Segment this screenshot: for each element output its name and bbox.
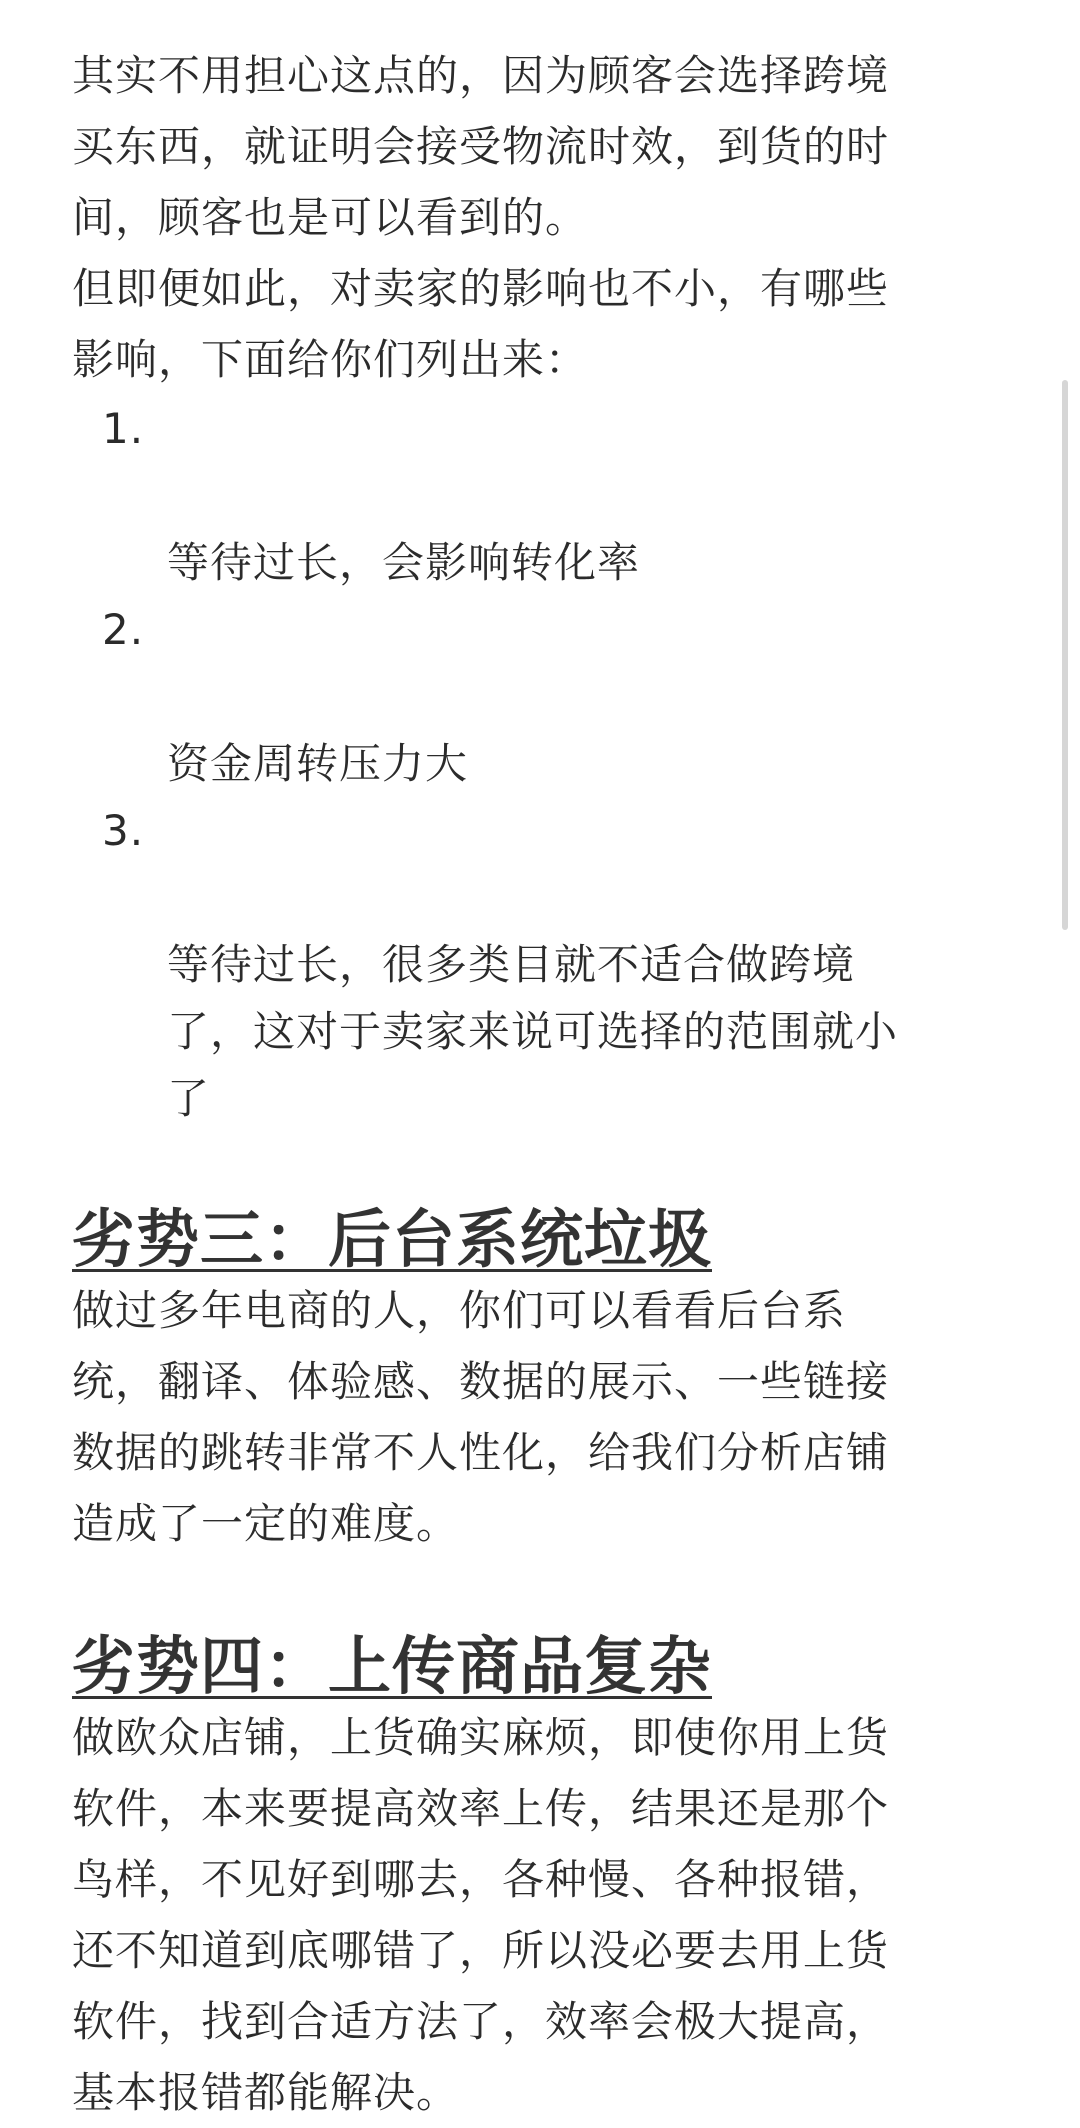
impact-list — [72, 395, 992, 1132]
list-item-text: 等待过长，会影响转化率 — [167, 538, 641, 587]
list-item — [72, 395, 992, 596]
spacer — [72, 1559, 992, 1631]
spacer — [72, 1132, 992, 1204]
section-heading-3: 劣势三：后台系统垃圾 — [72, 1203, 712, 1276]
list-item-text: 等待过长，很多类目就不适合做跨境 了，这对于卖家来说可选择的范围就小 了 — [167, 940, 899, 1123]
list-item-number: 2. — [102, 605, 145, 654]
list-item-number: 1. — [102, 404, 145, 453]
list-item-text: 资金周转压力大 — [167, 739, 469, 788]
intro-paragraph-2: 但即便如此，对卖家的影响也不小，有哪些 影响，下面给你们列出来： — [72, 264, 890, 384]
section-body-4: 做欧众店铺，上货确实麻烦，即使你用上货 软件，本来要提高效率上传，结果还是那个 鸟样，不见好到哪去，各种慢、各种报错， 还不知道到底哪错了，所以没必要去用上货 软件，找到合适方法了，效率会极大提高， 基本报错都能解决。 — [72, 1713, 890, 2117]
scrollbar[interactable] — [1062, 380, 1068, 930]
article-content — [72, 40, 992, 2128]
intro-paragraph-1: 其实不用担心这点的，因为顾客会选择跨境 买东西，就证明会接受物流时效，到货的时 间，顾客也是可以看到的。 — [72, 51, 890, 242]
list-item-number: 3. — [102, 806, 145, 855]
list-item — [72, 797, 992, 1132]
section-heading-4: 劣势四：上传商品复杂 — [72, 1630, 712, 1703]
list-item — [72, 596, 992, 797]
section-body-3: 做过多年电商的人，你们可以看看后台系 统，翻译、体验感、数据的展示、一些链接 数据的跳转非常不人性化，给我们分析店铺 造成了一定的难度。 — [72, 1286, 890, 1548]
